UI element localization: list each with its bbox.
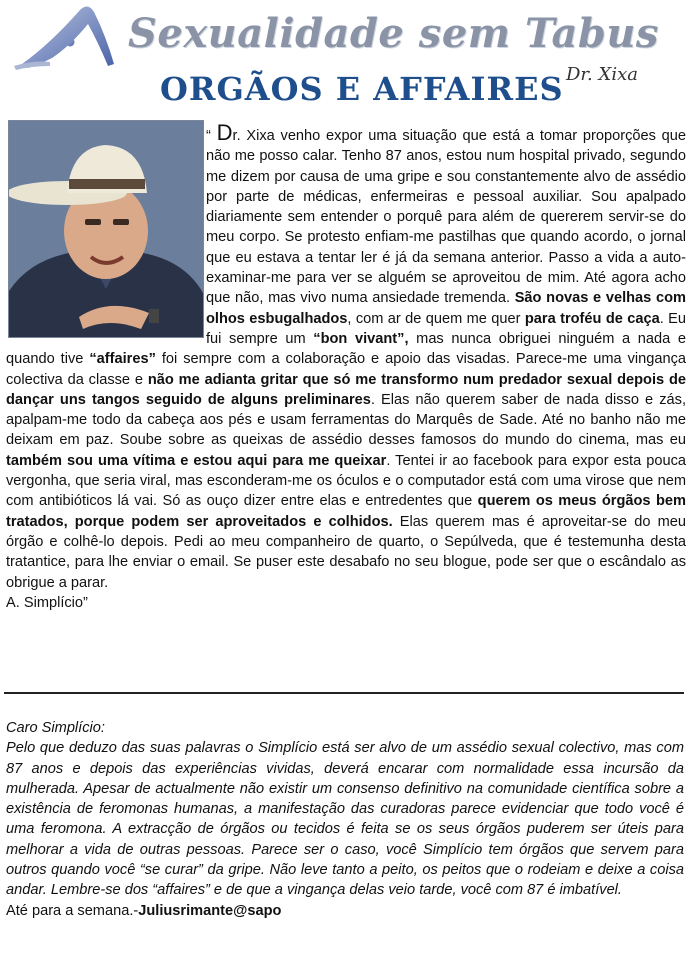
letter-text: . Elas não querem saber de nada disso e zás, apalpam-me todo da cabeça aos pés e usam ferramentas do Marquês de Sade. Até no banho não me deixam em paz. Soube sobre as queixas de assédio desses famosos do mundo do cinema, mas eu bbox=[6, 391, 686, 449]
reply-sign-off bbox=[6, 901, 684, 921]
columnist-email: Juliusrimante@sapo bbox=[138, 902, 282, 919]
yoga-figure-logo bbox=[10, 2, 120, 72]
letter-text: , com ar de quem me quer bbox=[347, 310, 525, 327]
sign-off-text: Até para a semana.- bbox=[6, 902, 139, 919]
author-signature: Dr. Xixa bbox=[566, 64, 638, 85]
letter-text: mas nunca obriguei ninguém a nada e quando tive bbox=[6, 330, 686, 368]
letter-text: . Eu fui sempre um bbox=[206, 310, 686, 347]
header bbox=[0, 0, 692, 112]
letter-text: Elas querem mas é aproveitar-se do meu órgão e colhê-lo depois. Pedi ao meu companheiro de quarto, o Sepúlveda, que é testemunha desta tratantice, para lhe enviar o email. Se puser este desabafo no seu blogue, pode ser que o escândalo as obrigue a parar. bbox=[6, 513, 686, 591]
letter-text: . Tentei ir ao facebook para expor esta pouca vergonha, que seria viral, mas esconderam-me os óculos e o computador está com uma virose que nem com antibióticos lá vai. Só as ouço dizer entre elas e entredentes que bbox=[6, 452, 687, 510]
site-title: Sexualidade sem Tabus bbox=[128, 10, 659, 57]
photo-float-spacer bbox=[6, 124, 206, 348]
drop-cap: D bbox=[216, 120, 233, 145]
letter-text: r. Xixa venho expor uma situação que está a tomar proporções que não me posso calar. Tenho 87 anos, estou num hospital privado, segundo me dizem por causa de uma gripe e sou constantemente alvo de assédio por parte de médicas, enfermeiras e pessoal auxiliar. Sou apalpado diariamente sem entender o porquê para além de quererem servir-se do meu corpo. Se protesto enfiam-me pastilhas que quando acordo, o jornal que eu estava a tentar ler é já da semana anterior. Passo a vida a auto-examinar-me para ver se alguém se aproveitou de mim. Até agora acho que não, mas vivo numa ansiedade tremenda. bbox=[206, 128, 687, 307]
letter-emphasis: querem os meus órgãos bem tratados, porque podem ser aproveitados e colhidos. bbox=[6, 493, 686, 530]
section-divider bbox=[4, 692, 684, 694]
letter-signature: A. Simplício” bbox=[6, 594, 88, 611]
open-quote: “ bbox=[206, 128, 217, 144]
letter-emphasis: “bon vivant”, bbox=[313, 330, 409, 347]
letter-emphasis: para troféu de caça bbox=[524, 310, 660, 327]
advice-reply bbox=[6, 718, 684, 921]
letter-emphasis: não me adianta gritar que só me transformo num predador sexual depois de dançar uns tangos seguido de alguns preliminares bbox=[6, 371, 686, 408]
letter-emphasis: “affaires” bbox=[89, 351, 156, 368]
page-title: ORGÃOS E AFFAIRES bbox=[160, 70, 564, 108]
letter-text: foi sempre com a colaboração e apoio das visadas. Parece-me uma vingança colectiva da classe e bbox=[6, 351, 686, 388]
letter-emphasis: São novas e velhas com olhos esbugalhados bbox=[206, 290, 686, 327]
reply-body: Pelo que deduzo das suas palavras o Simplício está ser alvo de um assédio sexual colectivo, mas com 87 anos e depois das experiências vividas, deverá encarar com normalidade essa incursão da mulherada. Apesar de actualmente não existir um consenso definitivo na comunidade científica sobre a existência de feromonas humanas, a manifestação das curadoras parece evidenciar que todo você é uma feromona. A extracção de órgãos ou tecidos é feita se os seus órgãos puderem ser úteis para melhorar a vida de outras pessoas. Parece ser o caso, você Simplício tem órgãos que servem para outros quando você “se curar” da gripe. Não leve tanto a peito, os peitos que o rodeiam e deixe a coisa andar. Lembre-se dos “affaires” e de que a vingança delas veio tarde, você com 87 é imbatível. bbox=[6, 740, 684, 899]
reader-letter bbox=[6, 120, 687, 613]
reply-greeting: Caro Simplício: bbox=[6, 720, 105, 736]
letter-emphasis: também sou uma vítima e estou aqui para me queixar bbox=[6, 452, 387, 469]
